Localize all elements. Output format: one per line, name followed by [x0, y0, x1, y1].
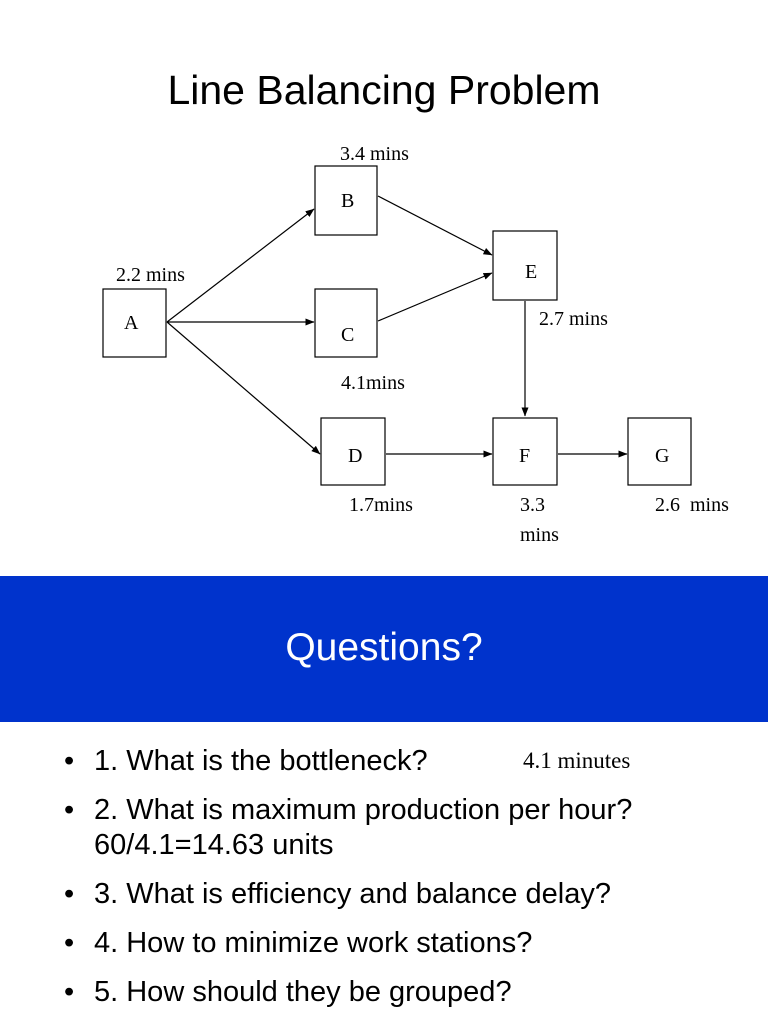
node-g-time: 2.6 mins	[655, 494, 729, 516]
node-d	[321, 418, 385, 485]
node-b-time: 3.4 mins	[340, 143, 409, 165]
edge-c-e	[378, 273, 492, 321]
question-item: • 5. How should they be grouped?	[60, 975, 760, 1010]
node-f-time-unit: mins	[520, 524, 559, 546]
node-e-label: E	[525, 261, 538, 283]
edge-a-d	[167, 322, 320, 454]
question-item: • 4. How to minimize work stations?	[60, 926, 760, 961]
node-c-time: 4.1mins	[341, 372, 405, 394]
node-b-label: B	[341, 190, 355, 212]
bottleneck-answer: 4.1 minutes	[523, 748, 631, 773]
question-item: • 3. What is efficiency and balance delay?	[60, 877, 760, 912]
node-a	[103, 289, 166, 357]
question-list	[60, 744, 760, 1024]
slide-title: Line Balancing Problem	[167, 67, 601, 113]
node-f-time-value: 3.3	[520, 494, 545, 516]
node-g-label: G	[655, 445, 670, 467]
node-f	[493, 418, 557, 485]
question-item: • 1. What is the bottleneck?	[60, 744, 760, 779]
node-b	[315, 166, 377, 235]
edge-b-e	[378, 196, 492, 255]
banner-title: Questions?	[285, 626, 483, 669]
question-item: • 2. What is maximum production per hour? 60/4.1=14.63 units	[60, 793, 760, 863]
node-d-label: D	[348, 445, 363, 467]
node-e	[493, 231, 557, 300]
node-a-label: A	[124, 312, 139, 334]
node-a-time: 2.2 mins	[116, 264, 185, 286]
node-f-label: F	[519, 445, 531, 467]
node-d-time: 1.7mins	[349, 494, 413, 516]
questions-banner	[0, 576, 768, 722]
edge-a-b	[167, 209, 314, 322]
node-c	[315, 289, 377, 357]
node-e-time: 2.7 mins	[539, 308, 608, 330]
node-c-label: C	[341, 324, 355, 346]
node-g	[628, 418, 691, 485]
